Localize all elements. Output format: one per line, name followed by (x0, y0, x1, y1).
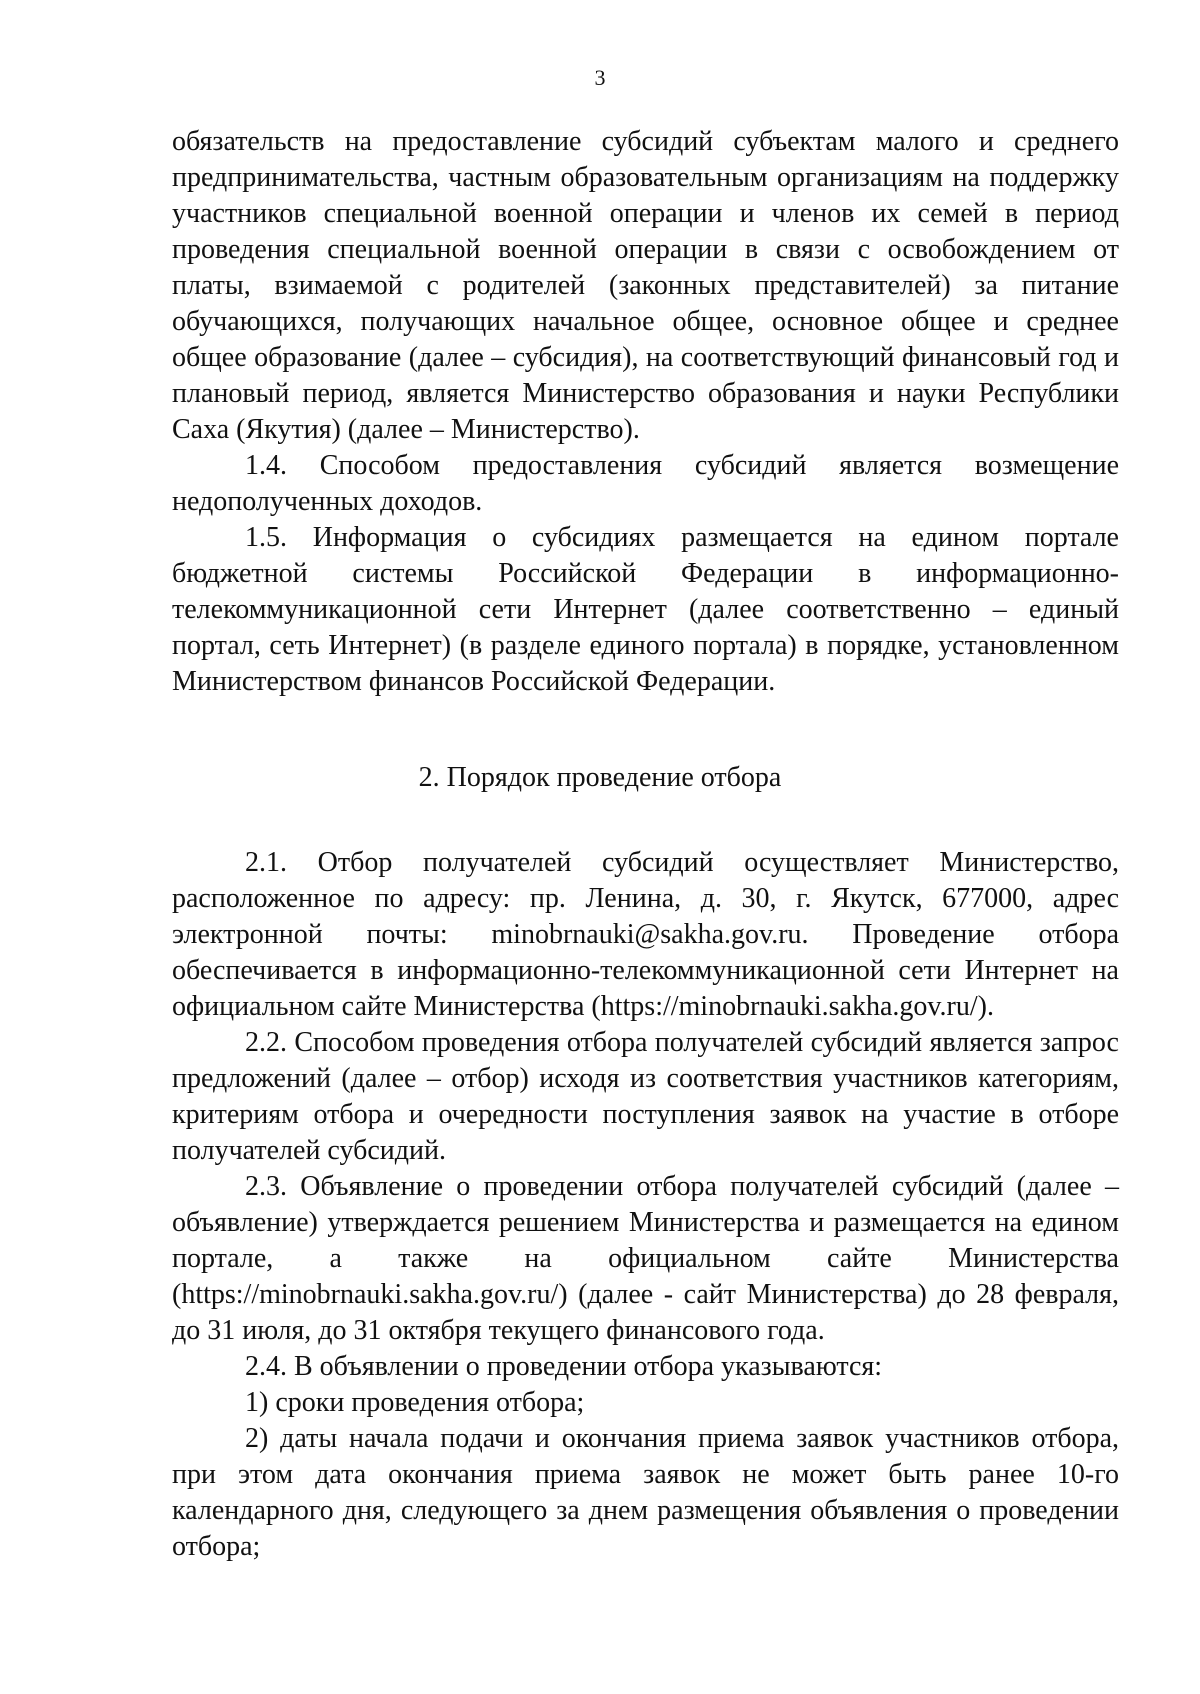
list-item-2: 2) даты начала подачи и окончания приема заявок участников отбора, при этом дата окончания приема заявок не может быть ранее 10-го календарного дня, следующего за днем размещения объявления о проведении отбора; (172, 1423, 1119, 1562)
paragraph-2-3: 2.3. Объявление о проведении отбора получателей субсидий (далее – объявление) утверждается решением Министерства и размещается на едином портале, а также на официальном сайте Министерства (https://minobrnauki.sakha.gov.ru/) (далее - сайт Министерства) до 28 февраля, до 31 июля, до 31 октября текущего финансового года. (172, 1171, 1119, 1346)
list-item-1: 1) сроки проведения отбора; (245, 1387, 585, 1418)
paragraph-1-4: 1.4. Способом предоставления субсидий является возмещение недополученных доходов. (172, 450, 1119, 517)
page-number: 3 (594, 65, 606, 90)
paragraph-2-1: 2.1. Отбор получателей субсидий осуществляет Министерство, расположенное по адресу: пр. Ленина, д. 30, г. Якутск, 677000, адрес электронной почты: minobrnauki@sakha.gov.ru. Проведение отбора обеспечивается в информационно-телекоммуникационной сети Интернет на официальном сайте Министерства (https://minobrnauki.sakha.gov.ru/). (172, 847, 1119, 1022)
section2-text (172, 845, 1119, 1565)
section1-text (172, 124, 1119, 700)
paragraph-continuation: обязательств на предоставление субсидий субъектам малого и среднего предпринимательства, частным образовательным организациям на поддержку участников специальной военной операции и членов их семей в период проведения специальной военной операции в связи с освобождением от платы, взимаемой с родителей (законных представителей) за питание обучающихся, получающих начальное общее, основное общее и среднее общее образование (далее – субсидия), на соответствующий финансовый год и плановый период, является Министерство образования и науки Республики Саха (Якутия) (далее – Министерство). (172, 126, 1119, 445)
section-heading: 2. Порядок проведение отбора (418, 762, 782, 793)
paragraph-2-2: 2.2. Способом проведения отбора получателей субсидий является запрос предложений (далее – отбор) исходя из соответствия участников категориям, критериям отбора и очередности поступления заявок на участие в отборе получателей субсидий. (172, 1027, 1119, 1166)
paragraph-1-5: 1.5. Информация о субсидиях размещается на едином портале бюджетной системы Российской Федерации в информационно-телекоммуникационной сети Интернет (далее соответственно – единый портал, сеть Интернет) (в разделе единого портала) в порядке, установленном Министерством финансов Российской Федерации. (172, 522, 1119, 697)
paragraph-2-4: 2.4. В объявлении о проведении отбора указываются: (245, 1351, 883, 1382)
